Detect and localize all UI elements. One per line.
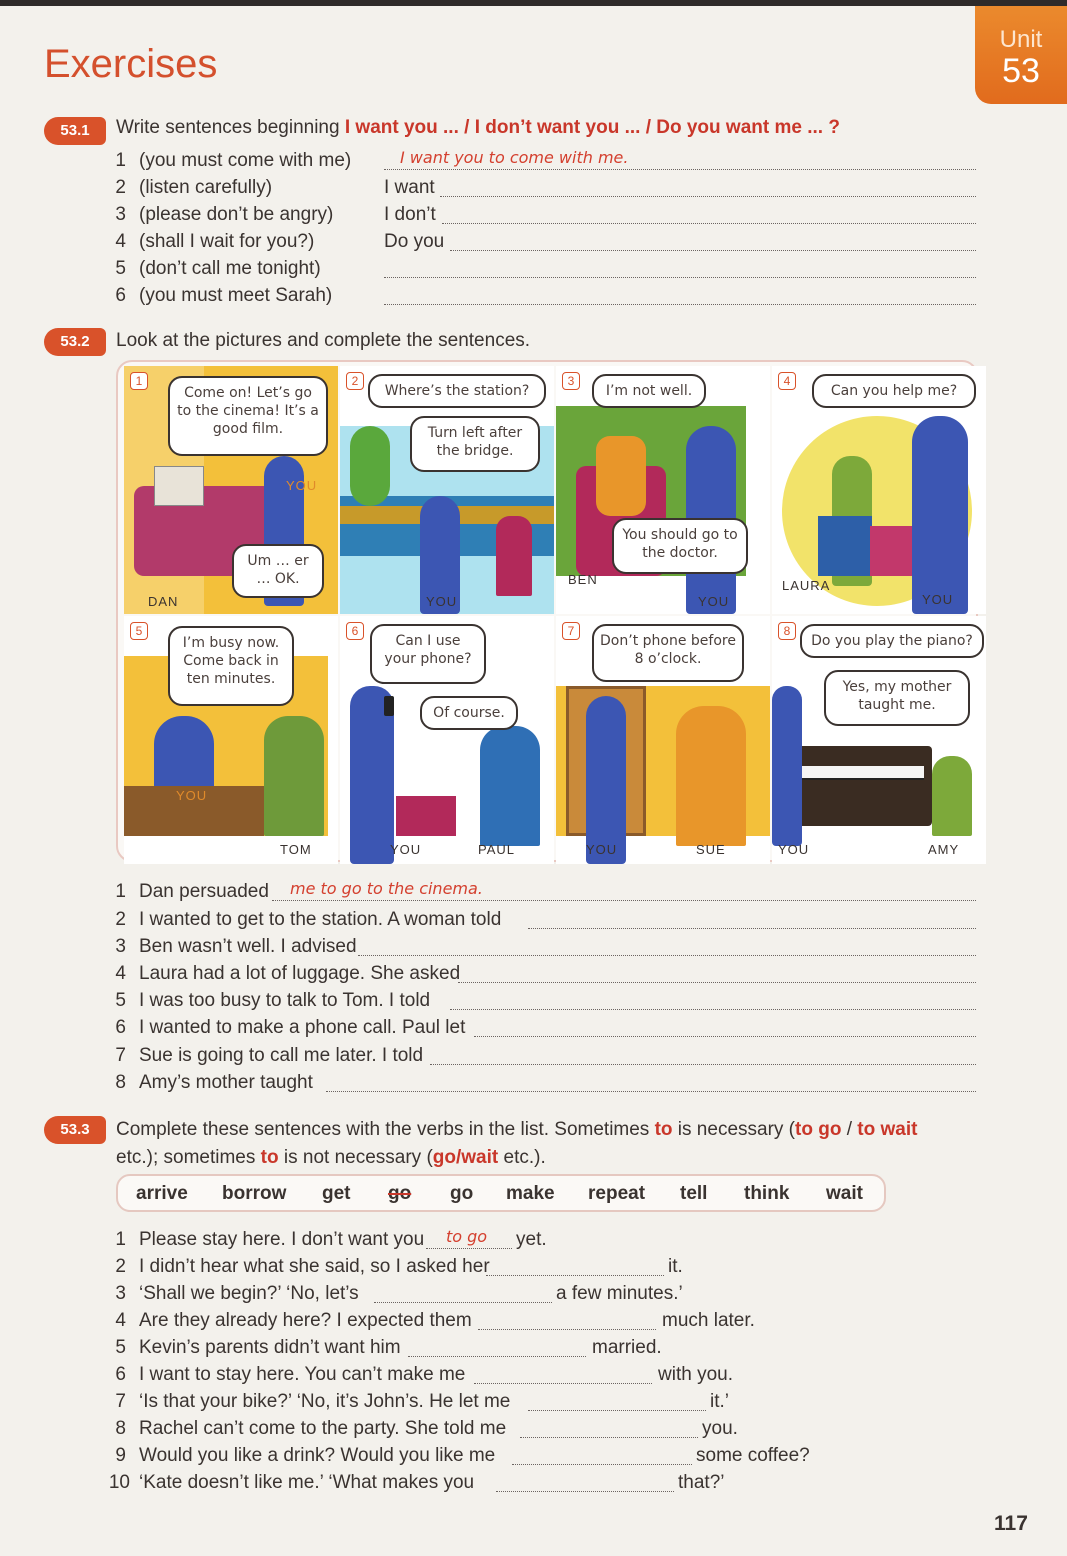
exercise-badge-53-1: 53.1 [44, 117, 106, 145]
picture-5 [124, 616, 338, 864]
you-silhouette [912, 416, 968, 614]
item-text: ‘Shall we begin?’ ‘No, let’s [139, 1283, 359, 1304]
item-prompt: (please don’t be angry) [139, 204, 334, 225]
answer-text: I want you to come with me. [400, 148, 629, 167]
speech-bubble: Come on! Let’s go to the cinema! It’s a good film. [168, 376, 328, 456]
picture-number: 8 [778, 622, 796, 640]
picture-number: 1 [130, 372, 148, 390]
item-text-end: it.’ [710, 1391, 729, 1412]
exercise-badge-53-2: 53.2 [44, 328, 106, 356]
answer-line[interactable] [474, 1364, 652, 1384]
item-prompt: (you must meet Sarah) [139, 285, 333, 306]
item-number: 6 [115, 1017, 126, 1038]
instruction-text: Write sentences beginning [116, 117, 345, 138]
word-list-box [116, 1174, 886, 1212]
answer-line[interactable] [442, 204, 976, 224]
name-label: TOM [280, 842, 312, 857]
item-number: 2 [115, 1256, 126, 1277]
answer-line[interactable] [430, 1045, 976, 1065]
item-text: ‘Kate doesn’t like me.’ ‘What makes you [139, 1472, 475, 1493]
sentence-start: Do you [384, 231, 445, 252]
item-text: Sue is going to call me later. I told [139, 1045, 424, 1066]
name-label: YOU [922, 592, 954, 607]
picture-6 [340, 616, 554, 864]
picture-panel [116, 360, 978, 862]
item-prompt: (don’t call me tonight) [139, 258, 321, 279]
exercise-instruction-53-1 [116, 117, 840, 139]
item-number: 5 [115, 990, 126, 1011]
speech-bubble: Do you play the piano? [800, 624, 984, 658]
instruction-text: etc.); sometimes [116, 1147, 261, 1168]
item-text-end: you. [702, 1418, 738, 1439]
item-number: 1 [115, 881, 126, 902]
name-label: BEN [568, 572, 598, 587]
item-text-end: much later. [662, 1310, 755, 1331]
word-item: go [450, 1183, 474, 1204]
picture-2 [340, 366, 554, 614]
item-text-end: that?’ [678, 1472, 725, 1493]
item-number: 3 [115, 204, 126, 225]
item-number: 1 [115, 150, 126, 171]
speech-bubble: I’m not well. [592, 374, 706, 408]
answer-line[interactable] [272, 881, 976, 901]
item-text: Rachel can’t come to the party. She told me [139, 1418, 507, 1439]
answer-line[interactable] [384, 150, 976, 170]
instruction-text: Complete these sentences with the verbs in the list. Sometimes [116, 1119, 655, 1140]
speech-bubble: I’m busy now. Come back in ten minutes. [168, 626, 294, 706]
answer-line[interactable] [408, 1337, 586, 1357]
item-number: 5 [115, 258, 126, 279]
item-number: 7 [115, 1391, 126, 1412]
item-prompt: (listen carefully) [139, 177, 273, 198]
item-number: 3 [115, 1283, 126, 1304]
instruction-text: is necessary ( [672, 1119, 796, 1140]
picture-number: 6 [346, 622, 364, 640]
name-label: PAUL [478, 842, 515, 857]
name-label: AMY [928, 842, 960, 857]
name-label: LAURA [782, 578, 831, 593]
word-item: get [322, 1183, 351, 1204]
picture-1 [124, 366, 338, 614]
item-text-end: with you. [658, 1364, 733, 1385]
sue-figure [676, 706, 746, 846]
speech-bubble: Don’t phone before 8 o’clock. [592, 624, 744, 682]
instruction-text: is not necessary ( [278, 1147, 433, 1168]
answer-line[interactable] [528, 1391, 706, 1411]
name-label: YOU [586, 842, 618, 857]
speech-bubble: You should go to the doctor. [612, 518, 748, 574]
answer-line[interactable] [374, 1283, 552, 1303]
answer-line[interactable] [528, 909, 976, 929]
answer-line[interactable] [358, 936, 976, 956]
item-number: 8 [115, 1072, 126, 1093]
item-number: 3 [115, 936, 126, 957]
word-item: arrive [136, 1183, 188, 1204]
answer-line[interactable] [520, 1418, 698, 1438]
name-label: YOU [286, 478, 318, 493]
item-text: I wanted to get to the station. A woman told [139, 909, 502, 930]
item-number: 6 [115, 1364, 126, 1385]
piano [792, 746, 932, 826]
item-number: 6 [115, 285, 126, 306]
answer-line[interactable] [426, 1229, 512, 1249]
word-item: tell [680, 1183, 708, 1204]
speech-bubble: Um … er … OK. [232, 544, 324, 598]
paul-figure [480, 726, 540, 846]
word-item: make [506, 1183, 555, 1204]
answer-line[interactable] [326, 1072, 976, 1092]
speech-bubble: Turn left after the bridge. [410, 416, 540, 472]
page-title: Exercises [44, 42, 218, 86]
picture-number: 5 [130, 622, 148, 640]
unit-label: Unit [999, 26, 1043, 53]
luggage [818, 516, 872, 576]
you-silhouette [772, 686, 802, 846]
answer-line[interactable] [512, 1445, 692, 1465]
instruction-highlight: to [260, 1147, 279, 1168]
picture-7 [556, 616, 770, 864]
speech-bubble: Of course. [420, 696, 518, 730]
word-item: borrow [222, 1183, 287, 1204]
picture-number: 2 [346, 372, 364, 390]
luggage [870, 526, 914, 576]
name-label: YOU [778, 842, 810, 857]
instruction-highlight: I want you ... / I don’t want you ... / Do you want me ... ? [344, 117, 840, 138]
answer-text: to go [446, 1227, 488, 1246]
newspaper [154, 466, 204, 506]
item-text: Please stay here. I don’t want you [139, 1229, 425, 1250]
cabinet [396, 796, 456, 836]
word-item: think [744, 1183, 790, 1204]
item-number: 5 [115, 1337, 126, 1358]
instruction-highlight: to go [795, 1119, 842, 1140]
amy-figure [932, 756, 972, 836]
answer-line[interactable] [458, 963, 976, 983]
item-text: I want to stay here. You can’t make me [139, 1364, 466, 1385]
piano-keys [800, 766, 924, 780]
item-text: I was too busy to talk to Tom. I told [139, 990, 431, 1011]
answer-text: me to go to the cinema. [290, 879, 483, 898]
word-item: repeat [588, 1183, 646, 1204]
item-text-end: it. [668, 1256, 683, 1277]
item-text: Dan persuaded [139, 881, 269, 902]
unit-number: 53 [1002, 52, 1040, 90]
item-number: 8 [115, 1418, 126, 1439]
name-label: YOU [390, 842, 422, 857]
item-number: 4 [115, 231, 126, 252]
picture-3 [556, 366, 770, 614]
ben-figure [596, 436, 646, 516]
picture-number: 3 [562, 372, 580, 390]
picture-number: 4 [778, 372, 796, 390]
tom-figure [264, 716, 324, 836]
word-item-crossed: go [388, 1183, 412, 1204]
item-number: 4 [115, 963, 126, 984]
item-text: I didn’t hear what she said, so I asked her [139, 1256, 490, 1277]
item-number: 9 [115, 1445, 126, 1466]
name-label: YOU [426, 594, 458, 609]
speech-bubble: Where’s the station? [368, 374, 546, 408]
item-text-end: married. [592, 1337, 662, 1358]
instruction-highlight: go/wait [432, 1147, 499, 1168]
item-text: Kevin’s parents didn’t want him [139, 1337, 401, 1358]
page-number: 117 [994, 1512, 1028, 1535]
speech-bubble: Can I use your phone? [370, 624, 486, 684]
item-number: 1 [115, 1229, 126, 1250]
instruction-highlight: to wait [857, 1119, 918, 1140]
speech-bubble: Yes, my mother taught me. [824, 670, 970, 726]
answer-line[interactable] [474, 1017, 976, 1037]
item-prompt: (shall I wait for you?) [139, 231, 315, 252]
name-label: SUE [696, 842, 726, 857]
answer-line[interactable] [496, 1472, 674, 1492]
item-text-end: some coffee? [696, 1445, 810, 1466]
item-number: 4 [115, 1310, 126, 1331]
instruction-text: / [841, 1119, 858, 1140]
item-text-end: a few minutes.’ [556, 1283, 683, 1304]
woman-figure [496, 516, 532, 596]
word-item: wait [826, 1183, 863, 1204]
answer-line[interactable] [440, 177, 976, 197]
top-border [0, 0, 1067, 6]
unit-tab [975, 6, 1067, 104]
instruction-text: etc.). [498, 1147, 546, 1168]
answer-line[interactable] [384, 258, 976, 278]
name-label: YOU [698, 594, 730, 609]
sentence-start: I want [384, 177, 435, 198]
you-silhouette [586, 696, 626, 864]
picture-number: 7 [562, 622, 580, 640]
picture-8 [772, 616, 986, 864]
picture-4 [772, 366, 986, 614]
item-text: Amy’s mother taught [139, 1072, 313, 1093]
instruction-highlight: to [654, 1119, 673, 1140]
answer-line[interactable] [450, 231, 976, 251]
exercise-instruction-53-3 [116, 1116, 966, 1172]
item-number: 2 [115, 909, 126, 930]
name-label: YOU [176, 788, 208, 803]
exercise-badge-53-3: 53.3 [44, 1116, 106, 1144]
answer-line[interactable] [486, 1256, 664, 1276]
item-text: Ben wasn’t well. I advised [139, 936, 357, 957]
name-label: DAN [148, 594, 179, 609]
answer-line[interactable] [384, 285, 976, 305]
item-text: Laura had a lot of luggage. She asked [139, 963, 461, 984]
item-number: 2 [115, 177, 126, 198]
item-text: I wanted to make a phone call. Paul let [139, 1017, 466, 1038]
item-text-end: yet. [516, 1229, 547, 1250]
exercise-instruction-53-2: Look at the pictures and complete the sentences. [116, 330, 531, 351]
item-text: Would you like a drink? Would you like me [139, 1445, 496, 1466]
item-number: 10 [108, 1472, 130, 1493]
item-text: ‘Is that your bike?’ ‘No, it’s John’s. He let me [139, 1391, 511, 1412]
answer-line[interactable] [450, 990, 976, 1010]
phone [384, 696, 394, 716]
answer-line[interactable] [478, 1310, 656, 1330]
speech-bubble: Can you help me? [812, 374, 976, 408]
sentence-start: I don’t [384, 204, 436, 225]
item-number: 7 [115, 1045, 126, 1066]
item-text: Are they already here? I expected them [139, 1310, 472, 1331]
item-prompt: (you must come with me) [139, 150, 352, 171]
